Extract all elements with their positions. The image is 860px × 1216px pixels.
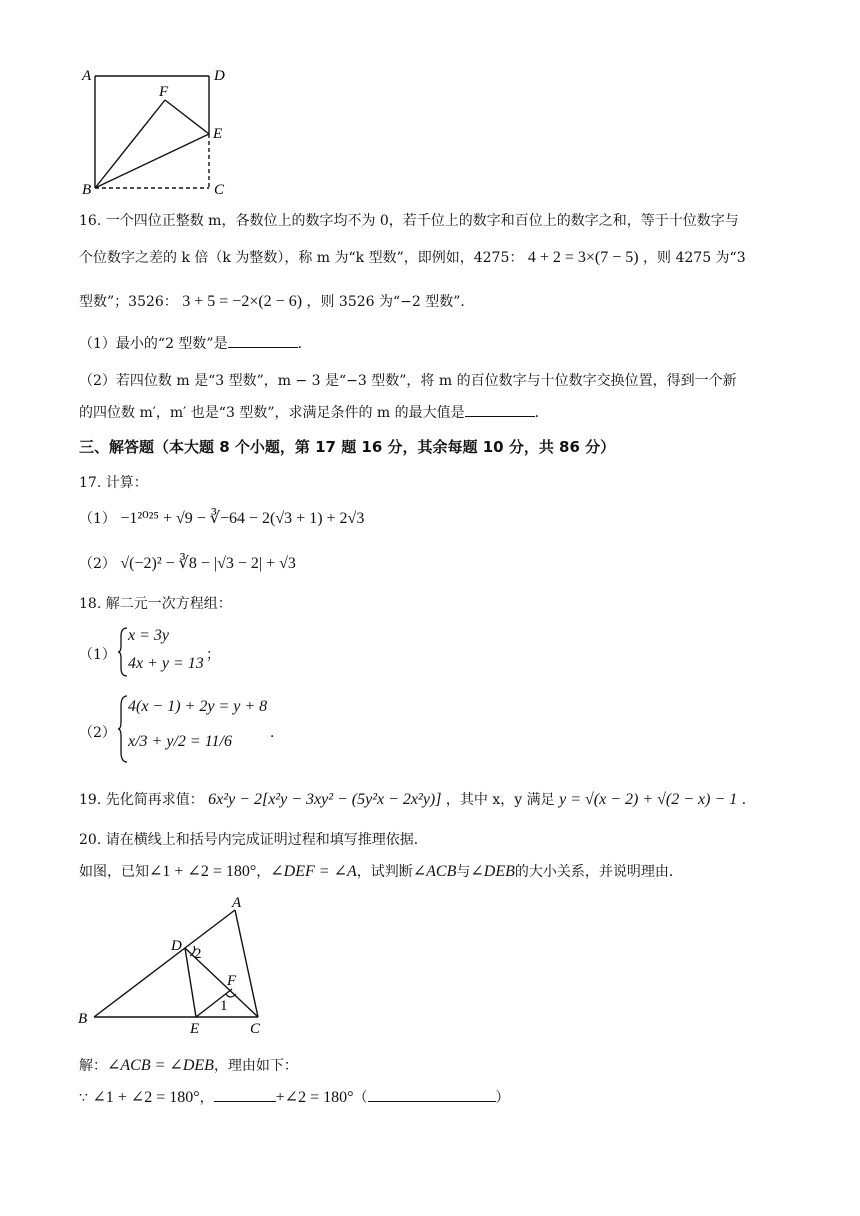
q20-line2 [79,861,683,881]
q16-part2-line1: （2）若四位数 m 是“3 型数”，m − 3 是“−3 型数”，将 m 的百位数字与十位数字交换位置，得到一个新 [79,373,737,389]
q16-part2-line2-text: 的四位数 m′，m′ 也是“3 型数”，求满足条件的 m 的最大值是 [79,405,465,421]
q16-part2-answer-blank[interactable] [465,402,535,417]
q16-line2-tail: ，则 4275 为“3 [643,250,746,266]
q20-line2-d: 与 [456,864,471,880]
q19-end: ． [741,792,756,808]
figure-square-abcd [70,60,240,200]
q20-sol-math: ∠ACB = ∠DEB [107,1057,214,1074]
q19-line [79,789,756,809]
label-a: A [232,895,242,911]
q20-line2-m2: ∠DEF = ∠A [270,863,357,880]
q20-line2-m4: ∠DEB [470,863,515,880]
label-d: D [171,938,182,954]
label-a: A [82,68,92,84]
q16-line3 [79,291,474,311]
q20-title: 20. 请在横线上和括号内完成证明过程和填写推理依据． [79,832,428,848]
label-d: D [214,68,225,84]
q16-part2-end: ． [534,405,549,421]
segment-bf [95,100,165,188]
q20-because-open-paren: （ [353,1090,368,1106]
q19-text: 19. 先化简再求值： [79,792,204,808]
label-b: B [78,1011,88,1027]
q20-because-line [79,1087,510,1107]
label-e: E [213,126,223,142]
q20-sol-b: ，理由如下： [213,1058,298,1074]
q20-line2-e: 的大小关系，并说明理由． [514,864,683,880]
q16-part2-line2 [79,402,549,422]
section3-heading: 三、解答题（本大题 8 个小题，第 17 题 16 分，其余每题 10 分，共 86 分） [79,438,616,456]
q18-part1-eq2: 4x + y = 13 [128,655,204,672]
q17-title: 17. 计算： [79,475,148,491]
q16-line3-tail: ，则 3526 为“−2 型数”． [306,294,475,310]
q16-line2-text: 个位数字之差的 k 倍（k 为整数），称 m 为“k 型数”，即例如，4275： [79,250,524,266]
q18-part2-label: （2） [79,725,116,741]
figure-triangle-abc [70,890,280,1040]
q18-part1-end: ； [206,647,220,663]
q20-line2-c: ，试判断 [356,864,413,880]
q17-part1-expr: −1²⁰²⁵ + √9 − ∛−64 − 2(√3 + 1) + 2√3 [120,510,365,527]
q20-line2-b: ， [256,864,271,880]
label-1: 1 [220,998,228,1014]
q20-line2-a: 如图，已知 [79,864,149,880]
label-f: F [159,84,169,100]
q17-part1-label: （1） [79,511,116,527]
segment-ac [235,910,258,1017]
q17-part2 [79,553,296,573]
q17-part1 [79,508,364,528]
label-2: 2 [194,946,202,962]
label-c: C [250,1021,261,1037]
label-e: E [190,1021,200,1037]
q18-part1-eq1: x = 3y [128,627,169,644]
q20-because-blank1[interactable] [214,1087,276,1102]
q20-line2-m1: ∠1 + ∠2 = 180° [149,863,257,880]
q20-because-math2: +∠2 = 180° [275,1089,354,1106]
q20-solution-line [79,1055,298,1075]
q20-because-reason-blank[interactable] [368,1087,496,1102]
label-f: F [227,973,237,989]
segment-ba [94,910,235,1017]
q20-line2-m3: ∠ACB [412,863,457,880]
q19-mid: ，其中 x，y 满足 [445,792,555,808]
q16-line1: 16. 一个四位正整数 m，各数位上的数字均不为 0，若千位上的数字和百位上的数字之和，等于十位数字与 [79,213,739,229]
q20-because-math: ∠1 + ∠2 = 180° [92,1089,200,1106]
q18-part2-end: ． [270,725,284,741]
label-b: B [82,182,92,198]
q18-part2-eq1: 4(x − 1) + 2y = y + 8 [128,698,268,715]
segment-be [95,134,209,188]
q16-line3-math: 3 + 5 = −2×(2 − 6) [182,293,303,310]
q16-line3-text: 型数”；3526： [79,294,178,310]
q17-part2-label: （2） [79,556,116,572]
q16-part1-answer-blank[interactable] [228,333,298,348]
q16-part1-end: ． [297,336,312,352]
q18-title: 18. 解二元一次方程组： [79,596,232,612]
q18-part2-eq2: x/3 + y/2 = 11/6 [128,733,232,750]
q18-part1-label: （1） [79,647,116,663]
q16-part1-text: （1）最小的“2 型数”是 [79,336,228,352]
q17-part2-expr: √(−2)² − ∛8 − |√3 − 2| + √3 [120,555,296,572]
q19-expr: 6x²y − 2[x²y − 3xy² − (5y²x − 2x²y)] [208,791,442,808]
segment-fe [165,100,209,134]
q20-because-comma: ， [199,1090,214,1106]
q19-cond: y = √(x − 2) + √(2 − x) − 1 [559,791,738,808]
q20-because-symbol: ∵ [79,1090,88,1106]
q16-line2 [79,247,746,267]
label-c: C [214,182,225,198]
q20-sol-a: 解： [79,1058,107,1074]
q16-part1 [79,333,312,353]
q20-because-close-paren: ） [495,1090,510,1106]
q16-line2-math: 4 + 2 = 3×(7 − 5) [527,249,639,266]
